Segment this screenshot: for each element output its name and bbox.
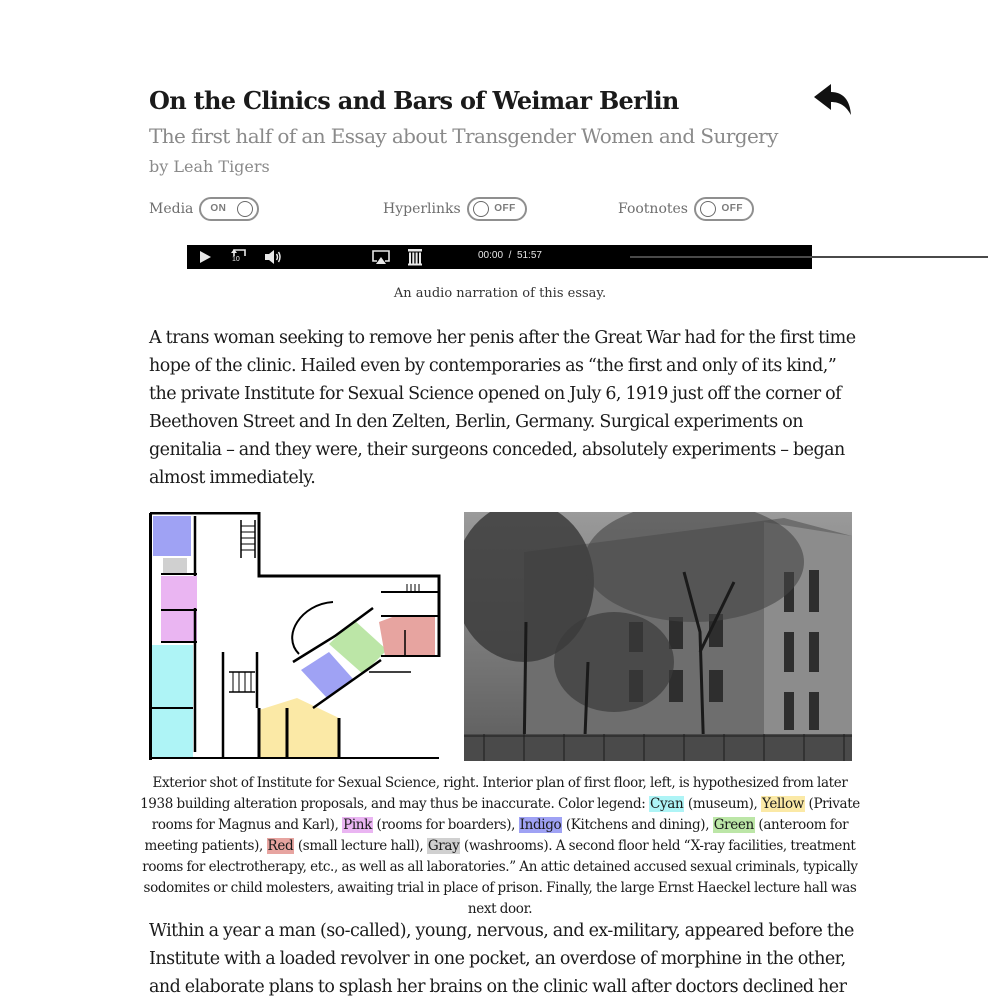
legend-cyan: Cyan [650,796,684,812]
gray-room-washroom [163,558,187,574]
hyperlinks-toggle-switch[interactable] [467,197,527,221]
legend-cyan-desc: (museum), [684,796,762,812]
hyperlinks-toggle-state: OFF [494,203,516,214]
essay-subtitle: The first half of an Essay about Transgender Women and Surgery [149,124,778,148]
toggle-knob [700,201,716,217]
essay-title: On the Clinics and Bars of Weimar Berlin [149,86,679,115]
indigo-room-kitchen [153,516,191,556]
archive-button[interactable] [406,245,424,269]
legend-gray: Gray [427,838,460,854]
media-toggle-label: Media [149,201,194,217]
duration: 51:57 [516,250,542,261]
toggle-knob [237,201,253,217]
time-display [478,250,542,261]
legend-yellow: Yellow [762,796,804,812]
progress-track[interactable] [630,256,988,258]
airplay-icon [371,249,391,265]
legend-red: Red [267,838,294,854]
volume-button[interactable] [264,245,282,269]
current-time: 00:00 [478,250,504,261]
figure-caption [140,773,860,920]
audio-caption: An audio narration of this essay. [393,286,607,301]
time-separator: / [508,250,512,261]
legend-green-desc: (anteroom for meeting patients), [144,817,849,854]
pink-room-2 [161,611,197,641]
author-byline: by Leah Tigers [149,157,270,176]
red-room-lecture [379,616,435,656]
hyperlinks-toggle-label: Hyperlinks [383,201,461,217]
floor-plan-image [149,512,441,761]
legend-red-desc: (small lecture hall), [294,838,427,854]
paragraph-2: Within a year a man (so-called), young, nervous, and ex-military, appeared before the Institute with a loaded revolver in one pocket, an overdose of morphine in the other, and elaborate plans to splash her brains on the clinic wall after doctors declined her [149,921,854,997]
media-toggle-state: ON [210,203,227,214]
legend-yellow-desc: (Private rooms for Magnus and Karl), [151,796,860,833]
media-toggle-group [149,196,259,222]
footnotes-toggle-state: OFF [721,203,743,214]
caption-intro: Exterior shot of Institute for Sexual Science, right. Interior plan of first floor, left, is hypothesized from later 1938 building alteration proposals, and may thus be inaccurate. Color legend: [140,775,848,812]
legend-gray-desc: (washrooms). A second floor held “X-ray facilities, treatment rooms for electrotherapy, etc., as well as all laboratories.” An attic detained accused sexual criminals, typically sodomites or child molesters, awaiting trial in place of prison. Finally, the large Ernst Haeckel lecture hall was next door. [142,838,858,917]
skip-back-seconds: 10 [232,256,240,263]
archive-icon [407,248,423,266]
institute-exterior-photo [464,512,852,761]
cyan-room-museum [151,645,193,757]
media-toggle-switch[interactable] [199,197,259,221]
legend-indigo-desc: (Kitchens and dining), [562,817,713,833]
footnotes-toggle-label: Footnotes [618,201,688,217]
legend-pink: Pink [343,817,372,833]
pink-room-1 [161,576,197,610]
footnotes-toggle-group [618,196,754,222]
back-button[interactable] [812,80,856,120]
legend-indigo: Indigo [519,817,562,833]
reply-arrow-icon [812,80,856,120]
paragraph-1: A trans woman seeking to remove her penis after the Great War had for the first time hope of the clinic. Hailed even by contemporaries as “the first and only of its kind,” the private Institute for Sexual Science opened on July 6, 1919 just off the corner of Beethoven Street and In den Zelten, Berlin, Germany. Surgical experiments on genitalia – and they were, their surgeons conceded, absolutely experiments – began almost immediately. [149,328,856,488]
airplay-button[interactable] [371,245,391,269]
skip-back-button[interactable] [230,245,250,269]
play-icon [198,250,212,264]
audio-player [187,245,812,269]
legend-green: Green [713,817,754,833]
volume-icon [264,249,282,265]
hyperlinks-toggle-group [383,196,527,222]
legend-pink-desc: (rooms for boarders), [372,817,519,833]
footnotes-toggle-switch[interactable] [694,197,754,221]
play-button[interactable] [197,245,213,269]
toggle-knob [473,201,489,217]
